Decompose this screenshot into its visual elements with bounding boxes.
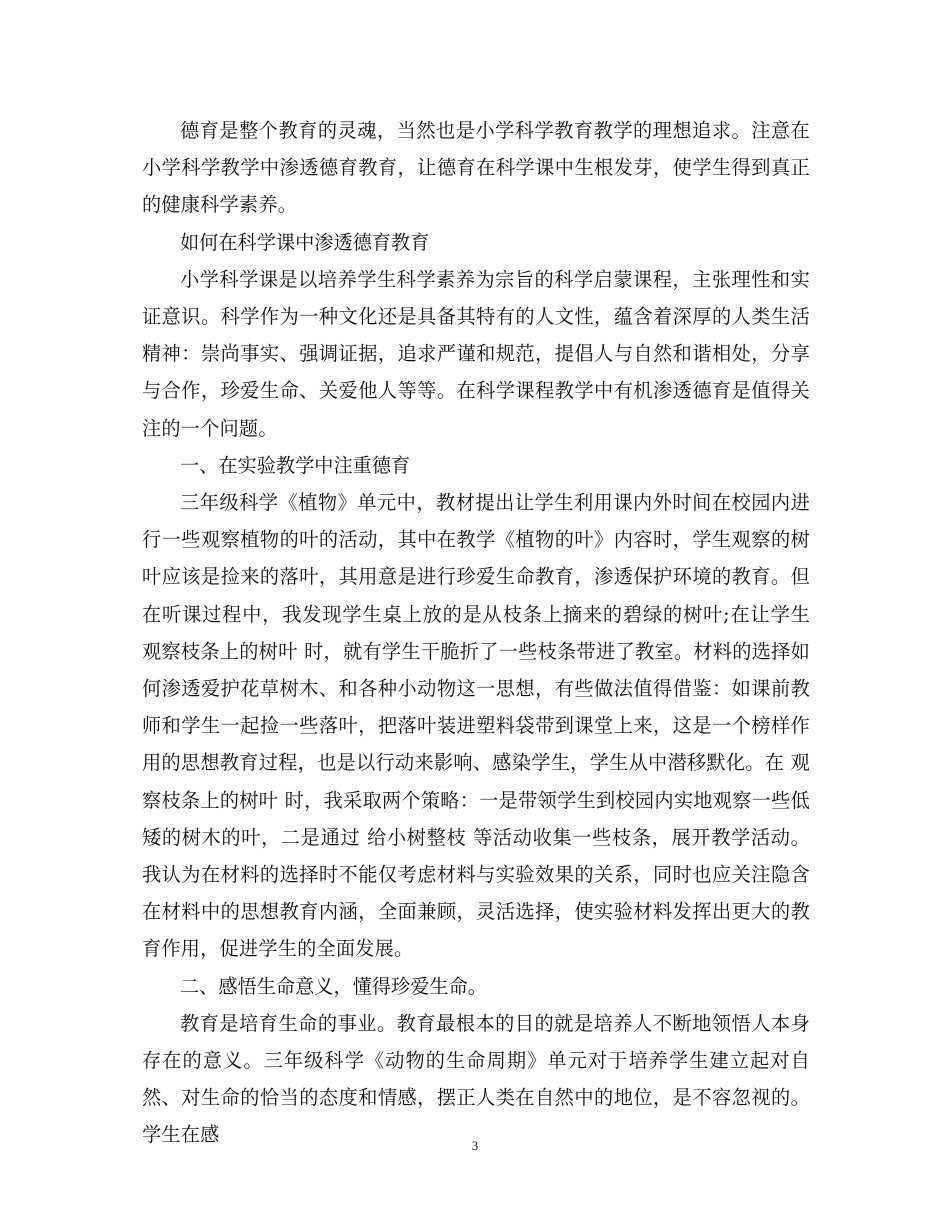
section-heading-1: 一、在实验教学中注重德育 [180, 453, 411, 477]
section-heading-2: 二、感悟生命意义，懂得珍爱生命。 [180, 974, 487, 998]
life-education-paragraph: 教育是培育生命的事业。教育最根本的目的就是培养人不断地领悟人本身存在的意义。三年级科学《动物的生命周期》单元对于培养学生建立起对自然、对生命的恰当的态度和情感，摆正人类在自然中的地位，是不容忽视的。学生在感 [142, 1011, 810, 1147]
page-number: 3 [471, 1138, 479, 1153]
section-title: 如何在科学课中渗透德育教育 [180, 230, 430, 254]
document-body [142, 112, 810, 1154]
experiment-paragraph: 三年级科学《植物》单元中，教材提出让学生利用课内外时间在校园内进行一些观察植物的叶的活动，其中在教学《植物的叶》内容时，学生观察的树叶应该是捡来的落叶，其用意是进行珍爱生命教育，渗透保护环境的教育。但在听课过程中，我发现学生桌上放的是从枝条上摘来的碧绿的树叶;在让学生 观察枝条上的树叶 时，就有学生干脆折了一些枝条带进了教室。材料的选择如何渗透爱护花草树木、和各种小动物这一思想，有些做法值得借鉴：如课前教师和学生一起捡一些落叶，把落叶装进塑料袋带到课堂上来，这是一个榜样作用的思想教育过程，也是以行动来影响、感染学生，学生从中潜移默化。在 观察枝条上的树叶 时，我采取两个策略：一是带领学生到校园内实地观察一些低矮的树木的叶，二是通过 给小树整枝 等活动收集一些枝条，展开教学活动。我认为在材料的选择时不能仅考虑材料与实验效果的关系，同时也应关注隐含在材料中的思想教育内涵，全面兼顾，灵活选择，使实验材料发挥出更大的教育作用，促进学生的全面发展。 [142, 491, 810, 961]
overview-paragraph: 小学科学课是以培养学生科学素养为宗旨的科学启蒙课程，主张理性和实证意识。科学作为一种文化还是具备其特有的人文性，蕴含着深厚的人类生活精神：崇尚事实、强调证据，追求严谨和规范，提倡人与自然和谐相处，分享与合作，珍爱生命、关爱他人等等。在科学课程教学中有机渗透德育是值得关注的一个问题。 [142, 267, 810, 440]
intro-paragraph: 德育是整个教育的灵魂，当然也是小学科学教育教学的理想追求。注意在小学科学教学中渗透德育教育，让德育在科学课中生根发芽，使学生得到真正的健康科学素养。 [142, 119, 810, 217]
